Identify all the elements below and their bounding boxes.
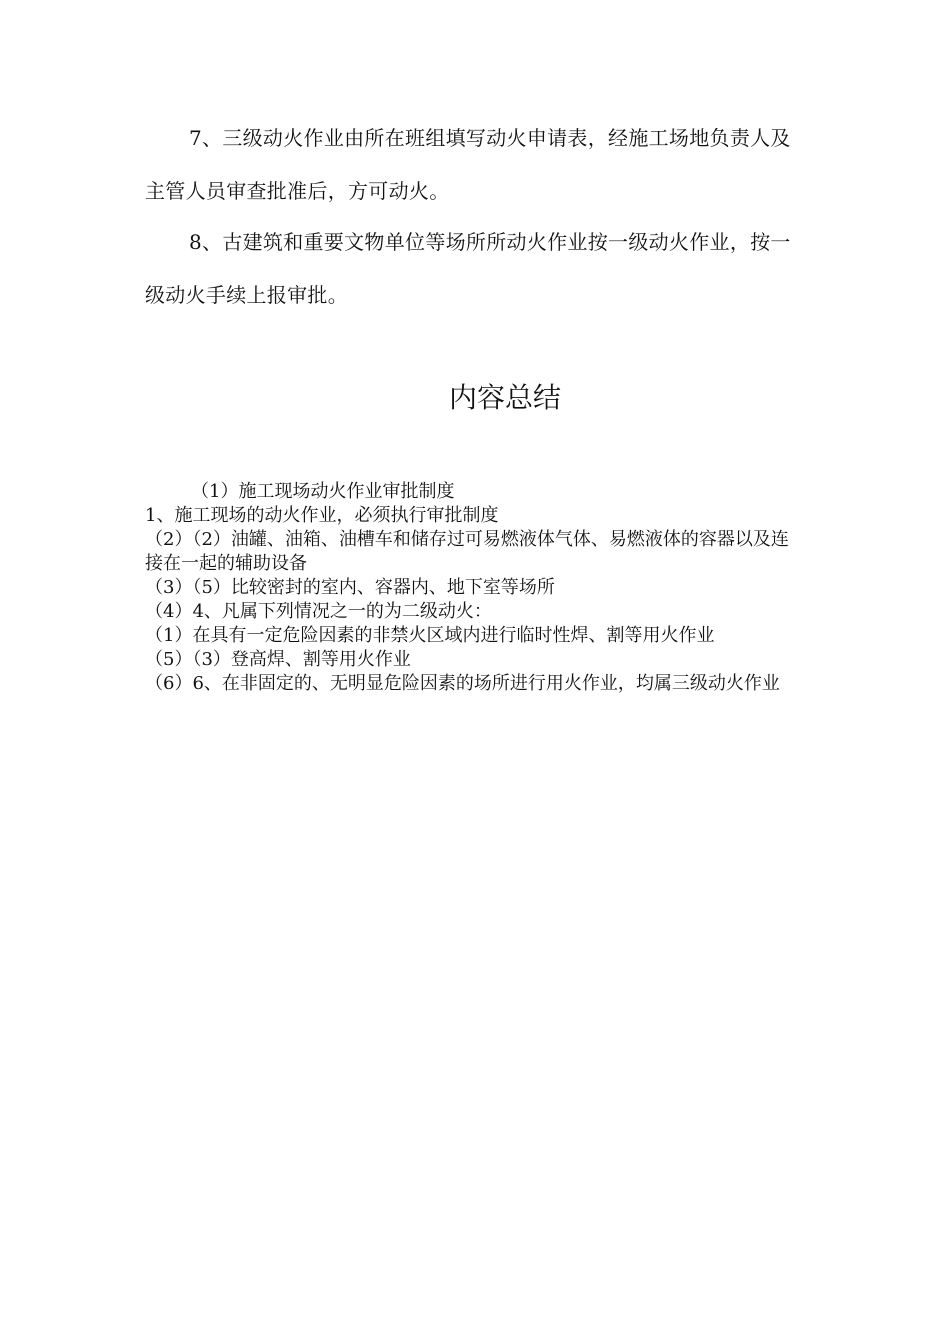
- summary-item: 1、施工现场的动火作业，必须执行审批制度: [145, 505, 499, 526]
- summary-item: （1）施工现场动火作业审批制度: [191, 481, 455, 502]
- paragraph-item-7: 7、三级动火作业由所在班组填写动火申请表，经施工场地负责人及主管人员审查批准后，方可动火。: [145, 126, 791, 203]
- summary-item: （2）（2）油罐、油箱、油槽车和储存过可易燃液体气体、易燃液体的容器以及连接在一起的辅助设备: [145, 529, 789, 574]
- summary-item: （1）在具有一定危险因素的非禁火区域内进行临时性焊、割等用火作业: [145, 625, 715, 646]
- paragraph-item-8: 8、古建筑和重要文物单位等场所所动火作业按一级动火作业，按一级动火手续上报审批。: [145, 230, 791, 307]
- summary-title: 内容总结: [448, 381, 561, 414]
- summary-item: （5）（3）登高焊、割等用火作业: [145, 649, 411, 670]
- summary-item: （6）6、在非固定的、无明显危险因素的场所进行用火作业，均属三级动火作业: [145, 673, 780, 694]
- summary-item: （3）（5）比较密封的室内、容器内、地下室等场所: [145, 577, 555, 598]
- summary-item: （4）4、凡属下列情况之一的为二级动火：: [145, 601, 492, 622]
- summary-list: [145, 480, 805, 696]
